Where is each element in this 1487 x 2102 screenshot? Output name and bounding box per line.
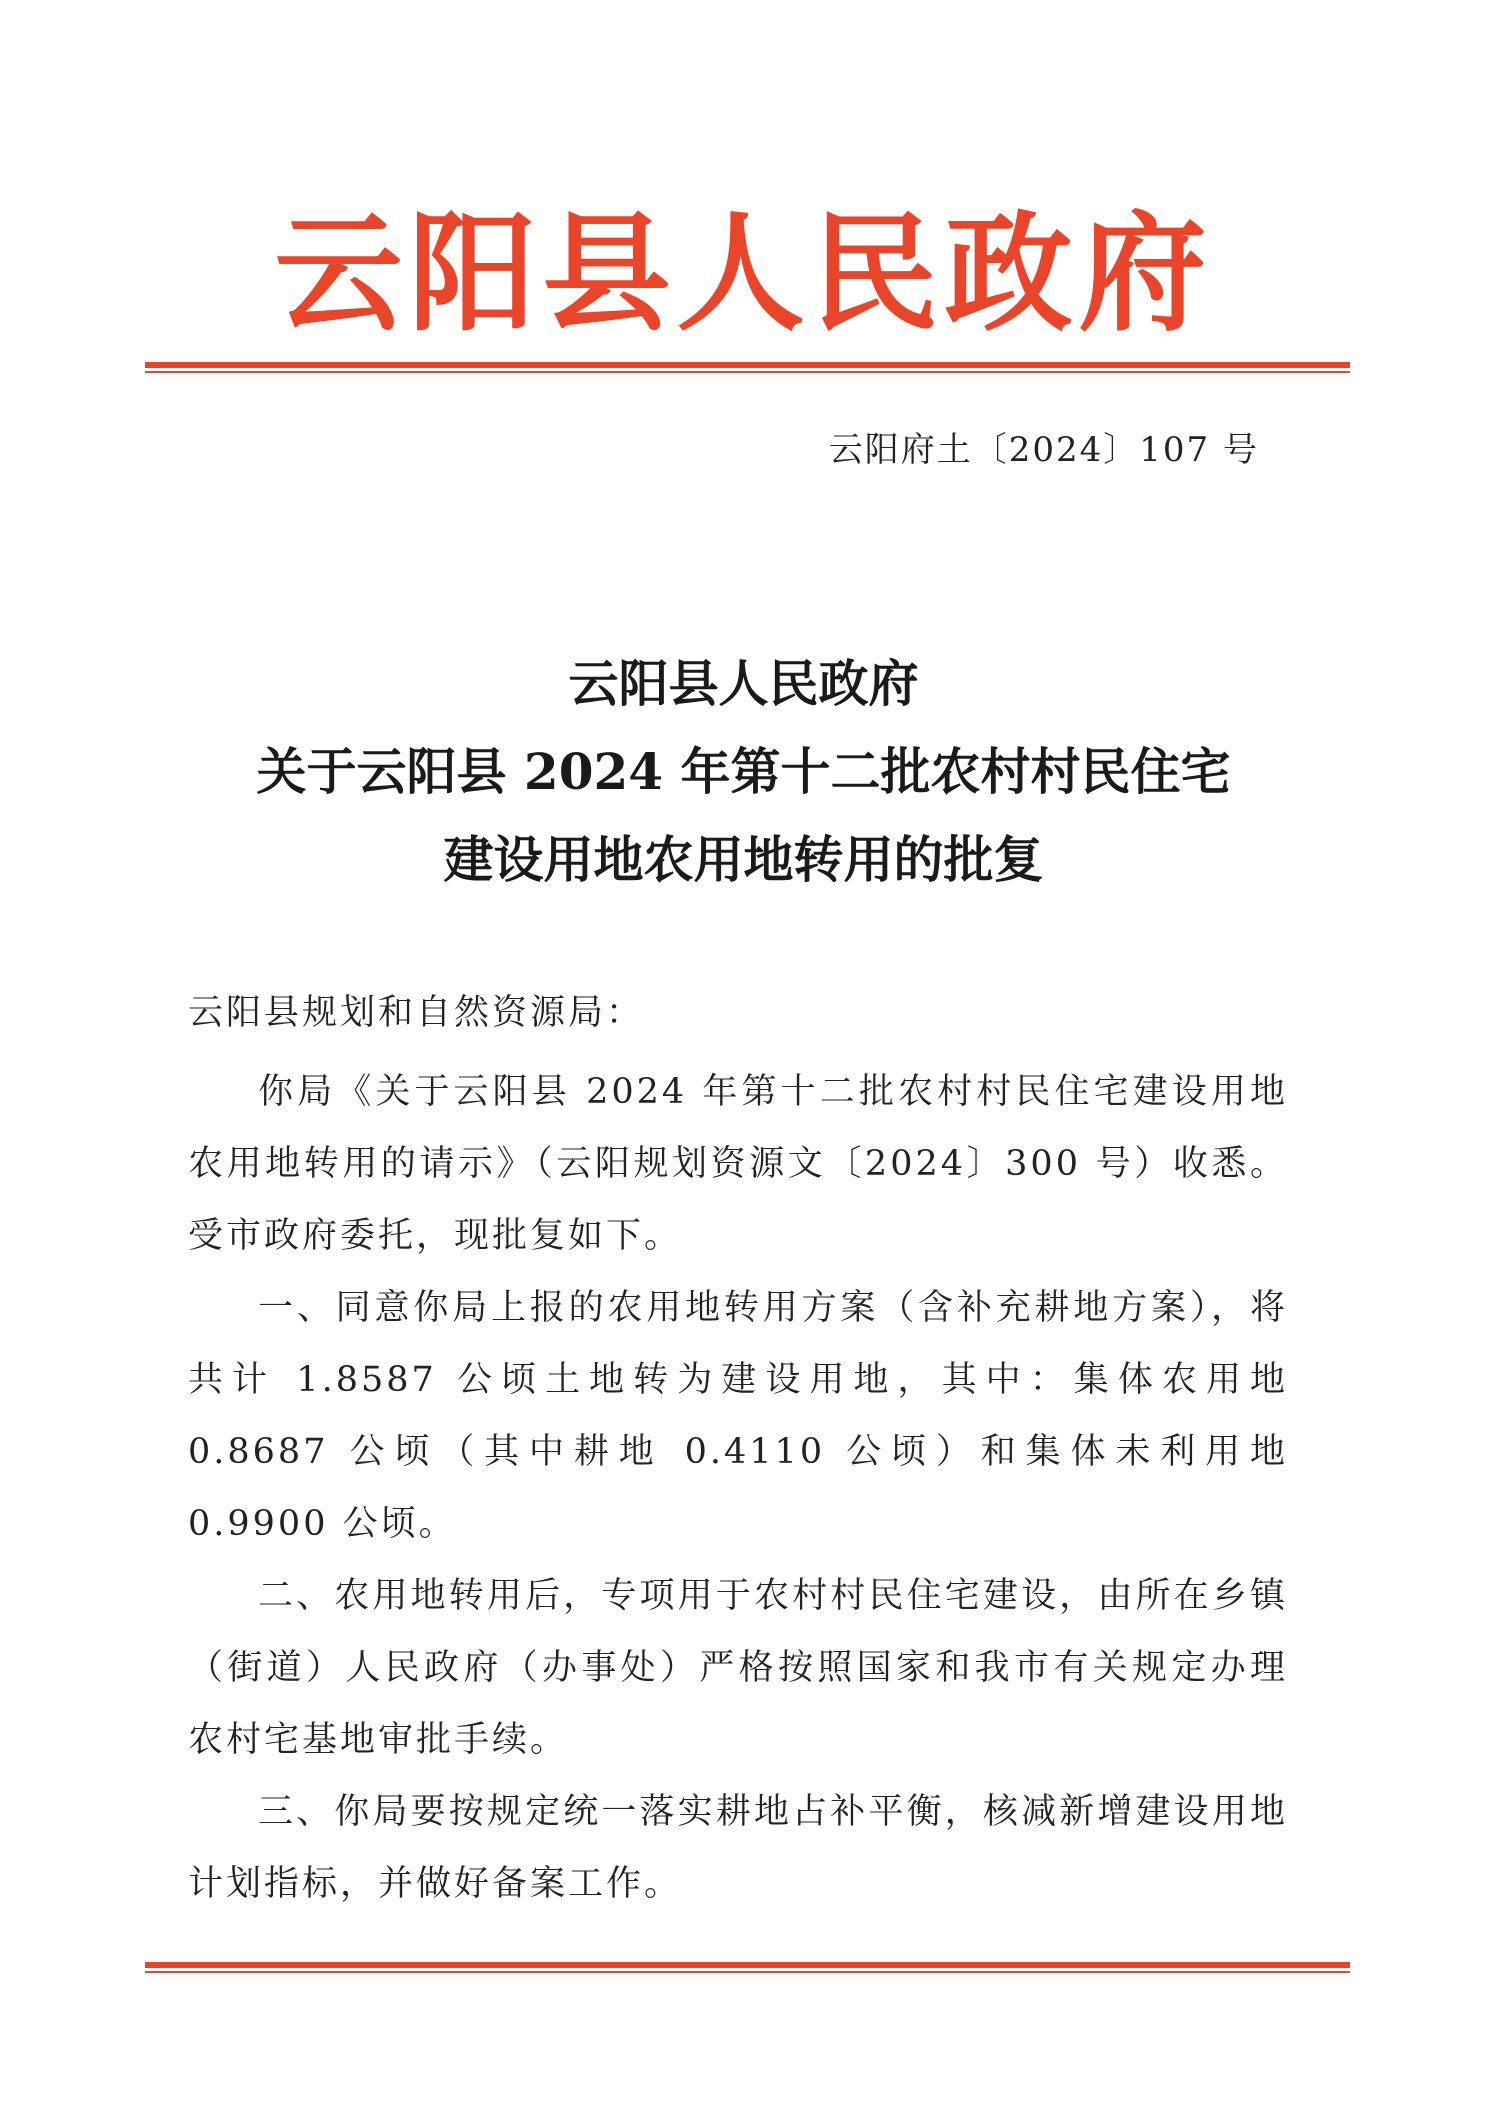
title-line-1: 云阳县人民政府 <box>568 654 919 713</box>
body-paragraph-intro: 你局《关于云阳县 2024 年第十二批农村村民住宅建设用地农用地转用的请示》（云阳规划资源文〔2024〕300 号）收悉。受市政府委托，现批复如下。 <box>188 1072 1288 1256</box>
document-body <box>188 1056 1288 1920</box>
document-title <box>0 640 1487 904</box>
title-line-2: 关于云阳县 2024 年第十二批农村村民住宅 <box>256 742 1231 801</box>
footer-rule-thin <box>145 1971 1350 1973</box>
footer-rule <box>145 1962 1350 1973</box>
footer-rule-thick <box>145 1962 1350 1968</box>
body-paragraph-item-3: 三、你局要按规定统一落实耕地占补平衡，核减新增建设用地计划指标，并做好备案工作。 <box>188 1792 1288 1904</box>
header-rule-thick <box>145 362 1350 368</box>
header-rule-thin <box>145 371 1350 373</box>
body-paragraph-item-2: 二、农用地转用后，专项用于农村村民住宅建设，由所在乡镇（街道）人民政府（办事处）严格按照国家和我市有关规定办理农村宅基地审批手续。 <box>188 1576 1288 1760</box>
body-paragraph-item-1: 一、同意你局上报的农用地转用方案（含补充耕地方案），将共计 1.8587 公顷土地转为建设用地，其中：集体农用地 0.8687 公顷（其中耕地 0.4110 公顷）和集体未利用地 0.9900 公顷。 <box>188 1288 1288 1544</box>
document-number: 云阳府土〔2024〕107 号 <box>828 430 1259 470</box>
addressee: 云阳县规划和自然资源局： <box>188 993 645 1033</box>
title-line-3: 建设用地农用地转用的批复 <box>443 830 1044 889</box>
issuer-masthead: 云阳县人民政府 <box>274 200 1213 349</box>
header-rule <box>145 362 1350 373</box>
